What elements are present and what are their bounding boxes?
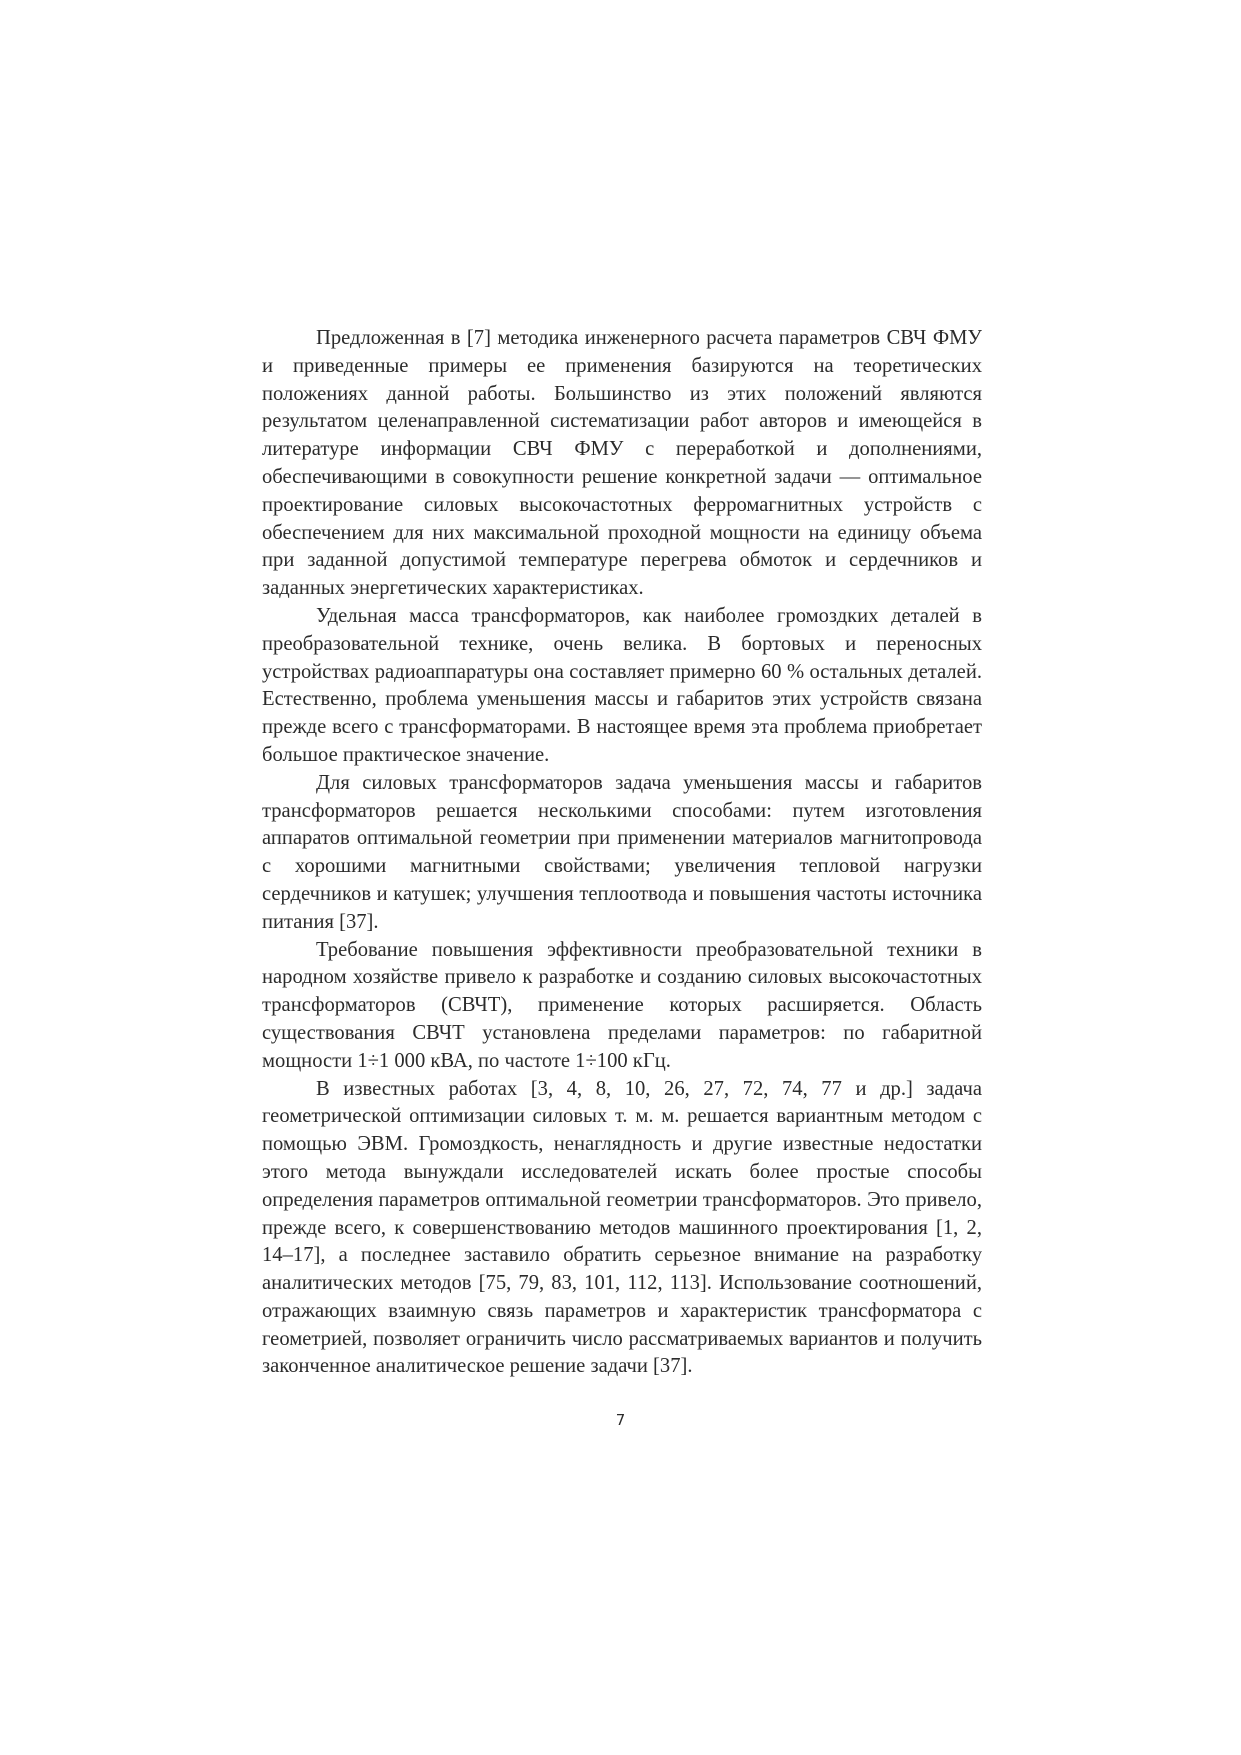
page-number: 7: [615, 1411, 626, 1429]
paragraph-5: В известных работах [3, 4, 8, 10, 26, 27, 72, 74, 77 и др.] задача геометрической оптимизации силовых т. м. м. решается вариантным методом с помощью ЭВМ. Громоздкость, ненаглядность и другие известные недостатки этого метода вынуждали исследователей искать более простые способы определения параметров оптимальной геометрии трансформаторов. Это привело, прежде всего, к совершенствованию методов машинного проектирования [1, 2, 14–17], а последнее заставило обратить серьезное внимание на разработку аналитических методов [75, 79, 83, 101, 112, 113]. Использование соотношений, отражающих взаимную связь параметров и характеристик трансформатора с геометрией, позволяет ограничить число рассматриваемых вариантов и получить законченное аналитическое решение задачи [37].: [262, 1077, 982, 1378]
body-text: [262, 325, 982, 1381]
paragraph-2: Удельная масса трансформаторов, как наиболее громоздких деталей в преобразовательной технике, очень велика. В бортовых и переносных устройствах радиоаппаратуры она составляет примерно 60 % остальных деталей. Естественно, проблема уменьшения массы и габаритов этих устройств связана прежде всего с трансформаторами. В настоящее время эта проблема приобретает большое практическое значение.: [262, 604, 982, 766]
paragraph-3: Для силовых трансформаторов задача уменьшения массы и габаритов трансформаторов решается несколькими способами: путем изготовления аппаратов оптимальной геометрии при применении материалов магнитопровода с хорошими магнитными свойствами; увеличения тепловой нагрузки сердечников и катушек; улучшения теплоотвода и повышения частоты источника питания [37].: [262, 771, 982, 933]
paragraph-4: Требование повышения эффективности преобразовательной техники в народном хозяйстве привело к разработке и созданию силовых высокочастотных трансформаторов (СВЧТ), применение которых расширяется. Область существования СВЧТ установлена пределами параметров: по габаритной мощности 1÷1 000 кВА, по частоте 1÷100 кГц.: [262, 938, 982, 1072]
paragraph-1: Предложенная в [7] методика инженерного расчета параметров СВЧ ФМУ и приведенные примеры ее применения базируются на теоретических положениях данной работы. Большинство из этих положений являются результатом целенаправленной систематизации работ авторов и имеющейся в литературе информации СВЧ ФМУ с переработкой и дополнениями, обеспечивающими в совокупности решение конкретной задачи — оптимальное проектирование силовых высокочастотных ферромагнитных устройств с обеспечением для них максимальной проходной мощности на единицу объема при заданной допустимой температуре перегрева обмоток и сердечников и заданных энергетических характеристиках.: [262, 327, 982, 600]
